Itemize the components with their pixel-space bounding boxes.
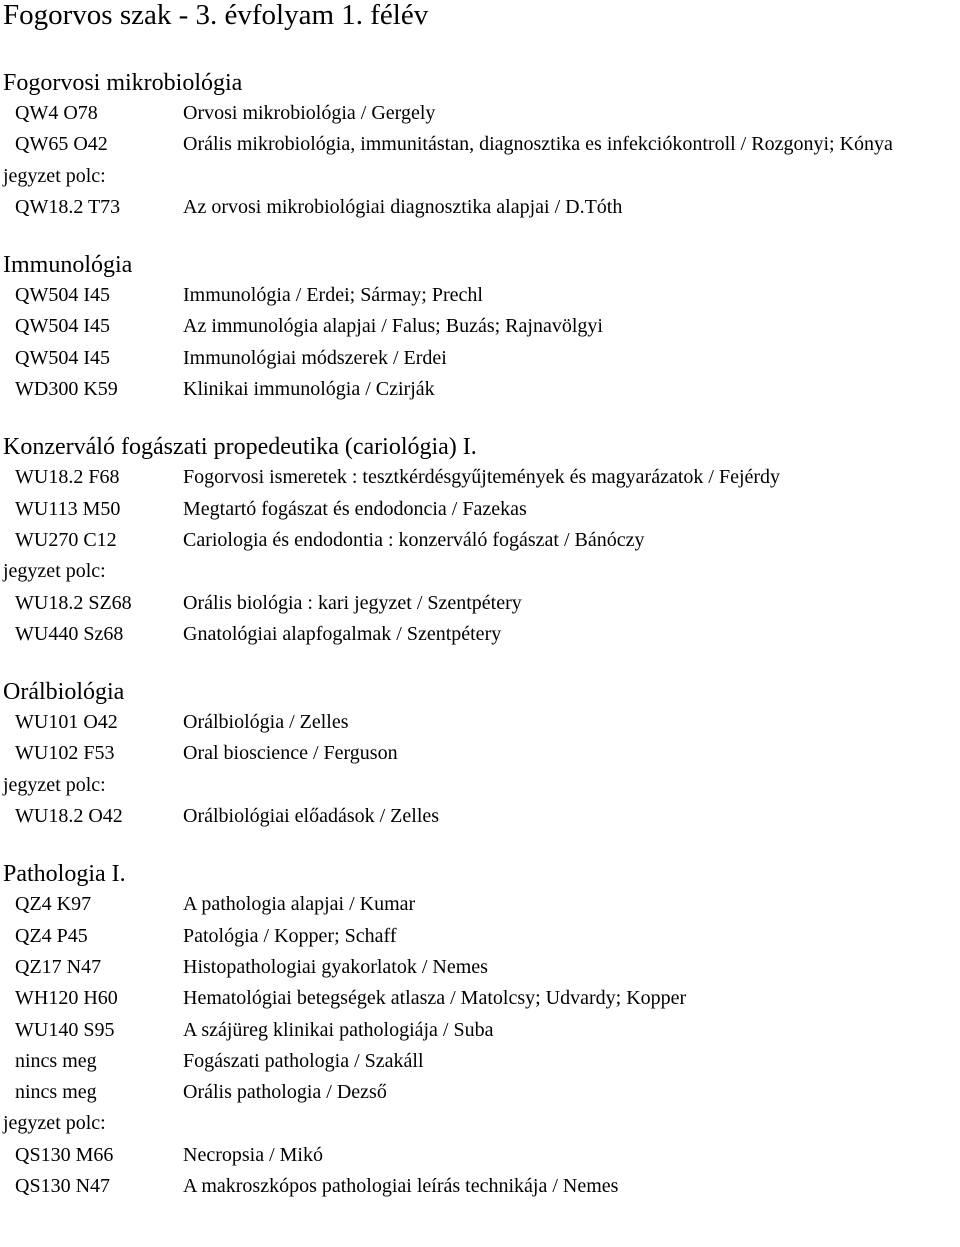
list-item [3, 374, 958, 405]
section-title: Orálbiológia [3, 679, 125, 706]
book-title: Hematológiai betegségek atlasza / Matolcsy; Udvardy; Kopper [183, 987, 687, 1010]
call-number: nincs meg [15, 1081, 97, 1104]
shelf-label-row [3, 1108, 958, 1139]
call-number: QS130 M66 [15, 1143, 114, 1166]
call-number: WU113 M50 [15, 497, 121, 520]
book-title: Gnatológiai alapfogalmak / Szentpétery [183, 622, 502, 645]
entry-list [3, 462, 958, 650]
book-title: Histopathologiai gyakorlatok / Nemes [183, 955, 488, 978]
entry-list [3, 889, 958, 1202]
list-item [3, 921, 958, 952]
list-item [3, 1140, 958, 1171]
call-number: QW18.2 T73 [15, 195, 121, 218]
list-item [3, 1077, 958, 1108]
call-number: WU140 S95 [15, 1018, 115, 1041]
call-number: QW65 O42 [15, 133, 108, 156]
shelf-label: jegyzet polc: [3, 773, 106, 796]
document [3, 0, 958, 1202]
list-item [3, 1015, 958, 1046]
call-number: QW504 I45 [15, 315, 110, 338]
page-title: Fogorvos szak - 3. évfolyam 1. félév [3, 0, 429, 31]
sections-container [3, 71, 958, 1202]
list-item [3, 494, 958, 525]
section-title: Fogorvosi mikrobiológia [3, 70, 243, 96]
list-item [3, 525, 958, 556]
list-item [3, 619, 958, 650]
list-item [3, 311, 958, 342]
book-title: Klinikai immunológia / Czirják [183, 378, 435, 401]
book-title: A makroszkópos pathologiai leírás technikája / Nemes [183, 1175, 619, 1198]
call-number: QZ4 P45 [15, 924, 88, 947]
book-title: Megtartó fogászat és endodoncia / Fazekas [183, 497, 527, 520]
book-title: A szájüreg klinikai pathologiája / Suba [183, 1018, 494, 1041]
book-title: Orális mikrobiológia, immunitástan, diagnosztika es infekciókontroll / Rozgonyi; Kónya [183, 133, 893, 156]
book-title: Orálbiológiai előadások / Zelles [183, 805, 440, 828]
list-item [3, 588, 958, 619]
call-number: nincs meg [15, 1049, 97, 1072]
list-item [3, 129, 958, 160]
shelf-label-row [3, 161, 958, 192]
list-item [3, 889, 958, 920]
list-item [3, 343, 958, 374]
call-number: QW504 I45 [15, 346, 110, 369]
call-number: WH120 H60 [15, 987, 118, 1010]
book-title: Necropsia / Mikó [183, 1143, 323, 1166]
section-title: Pathologia I. [3, 861, 126, 888]
list-item [3, 707, 958, 738]
book-title: Az orvosi mikrobiológiai diagnosztika alapjai / D.Tóth [183, 195, 623, 218]
section-title: Konzerváló fogászati propedeutika (cariológia) I. [3, 434, 477, 461]
book-title: Cariologia és endodontia : konzerváló fogászat / Bánóczy [183, 528, 645, 551]
book-title: Orvosi mikrobiológia / Gergely [183, 102, 436, 124]
list-item [3, 801, 958, 832]
book-title: Orális biológia : kari jegyzet / Szentpétery [183, 591, 522, 614]
call-number: QS130 N47 [15, 1175, 111, 1198]
call-number: WD300 K59 [15, 378, 118, 401]
entry-list [3, 98, 958, 223]
call-number: WU102 F53 [15, 742, 115, 765]
book-title: Immunológia / Erdei; Sármay; Prechl [183, 284, 483, 307]
shelf-label-row [3, 770, 958, 801]
section [3, 253, 958, 405]
call-number: WU18.2 F68 [15, 466, 120, 489]
section-title: Immunológia [3, 252, 133, 279]
book-title: Orális pathologia / Dezső [183, 1081, 387, 1104]
book-title: Az immunológia alapjai / Falus; Buzás; Rajnavölgyi [183, 315, 603, 338]
section [3, 71, 958, 223]
list-item [3, 738, 958, 769]
shelf-label: jegyzet polc: [3, 164, 106, 187]
call-number: QZ4 K97 [15, 893, 92, 916]
section [3, 862, 958, 1202]
section [3, 680, 958, 832]
call-number: WU18.2 SZ68 [15, 591, 132, 614]
list-item [3, 98, 958, 129]
book-title: A pathologia alapjai / Kumar [183, 893, 416, 916]
section [3, 435, 958, 650]
call-number: WU440 Sz68 [15, 622, 124, 645]
list-item [3, 462, 958, 493]
list-item [3, 983, 958, 1014]
list-item [3, 280, 958, 311]
call-number: QZ17 N47 [15, 955, 102, 978]
list-item [3, 952, 958, 983]
shelf-label: jegyzet polc: [3, 560, 106, 583]
call-number: WU101 O42 [15, 711, 118, 734]
book-title: Immunológiai módszerek / Erdei [183, 346, 447, 369]
shelf-label-row [3, 556, 958, 587]
book-title: Fogászati pathologia / Szakáll [183, 1049, 424, 1072]
shelf-label: jegyzet polc: [3, 1112, 106, 1135]
list-item [3, 1171, 958, 1202]
call-number: QW504 I45 [15, 284, 110, 307]
list-item [3, 192, 958, 223]
entry-list [3, 280, 958, 405]
entry-list [3, 707, 958, 832]
book-title: Fogorvosi ismeretek : tesztkérdésgyűjtemények és magyarázatok / Fejérdy [183, 466, 781, 489]
list-item [3, 1046, 958, 1077]
call-number: QW4 O78 [15, 102, 98, 124]
call-number: WU270 C12 [15, 528, 117, 551]
call-number: WU18.2 O42 [15, 805, 123, 828]
book-title: Patológia / Kopper; Schaff [183, 924, 397, 947]
book-title: Oral bioscience / Ferguson [183, 742, 398, 765]
book-title: Orálbiológia / Zelles [183, 711, 349, 734]
